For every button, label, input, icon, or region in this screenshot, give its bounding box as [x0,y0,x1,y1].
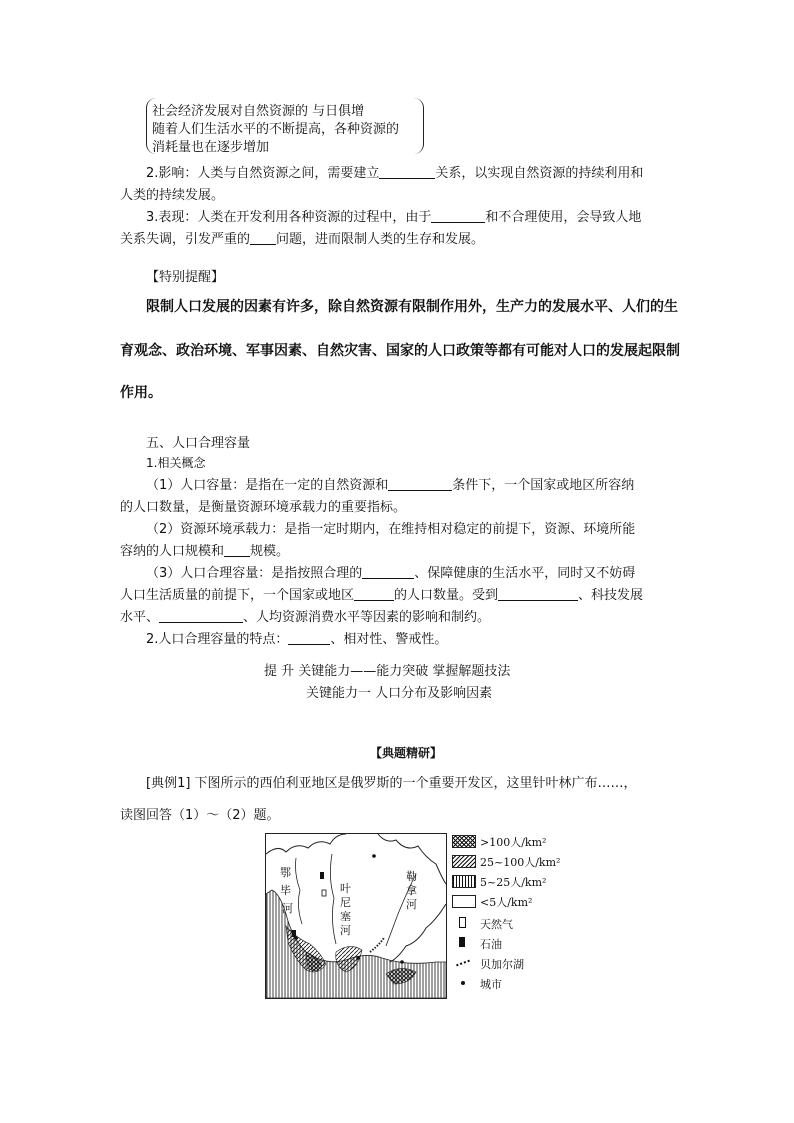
oil-icon [459,937,465,947]
sub2-suffix: 、相对性、警戒性。 [330,632,448,647]
concept2-blank [224,542,250,557]
very-sparse-swatch [452,895,476,908]
influence-prefix: 2.影响：人类与自然资源之间，需要建立 [146,166,380,181]
concept3-line-1 [146,562,635,581]
legend-label-lake: 贝加尔湖 [480,958,524,971]
concept3-line3-suffix: 、人均资源消费水平等因素的影响和制约。 [243,610,491,625]
map-legend [452,834,572,996]
concept3-blank-3 [498,586,578,601]
map-label-ob-3: 河 [282,902,293,915]
concept3-line-3 [120,606,490,625]
concept3-line2-prefix: 人口生活质量的前提下，一个国家或地区 [120,588,355,603]
concept1-prefix: （1）人口容量：是指在一定的自然资源和 [146,478,389,493]
reminder-line-2: 育观念、政治环境、军事因素、自然灾害、国家的人口政策等都有可能对人口的发展起限制 [120,343,680,359]
sparse-swatch [452,875,476,888]
bracket-line-2: 随着人们生活水平的不断提高，各种资源的 [152,122,400,137]
concept3-line3-prefix: 水平、 [120,610,160,625]
influence-line-2: 人类的持续发展。 [120,188,225,203]
map-label-lena-2: 拿 [406,884,417,897]
siberia-map [265,833,447,999]
concept3-prefix: （3）人口合理容量：是指按照合理的 [146,566,363,581]
sub2-prefix: 2.人口合理容量的特点： [146,632,289,647]
manifestation-line-1 [146,206,641,225]
medium-swatch [452,855,476,868]
section5-heading: 五、人口合理容量 [146,436,251,451]
section5-sub1: 1.相关概念 [146,456,206,470]
concept3-blank-1 [362,564,414,579]
section5-sub2 [146,628,447,647]
dense-swatch [452,835,476,848]
legend-label-dense: >100人/km² [480,836,547,849]
map-label-yenisei-1: 叶 [340,882,351,895]
example-line-1: [典例1] 下图所示的西伯利亚地区是俄罗斯的一个重要开发区，这里针叶林广布……， [146,776,637,791]
concept2-line-1: （2）资源环境承载力：是指一定时期内，在维持相对稳定的前提下，资源、环境所能 [146,522,636,537]
concept3-blank-4 [159,608,243,623]
manifestation-line-2 [120,228,484,247]
concept3-blank-2 [354,586,394,601]
concept1-line-1 [146,474,634,493]
sub2-blank [288,630,330,645]
manifestation-middle: 和不合理使用，会导致人地 [485,210,642,225]
concept3-line2-mid: 的人口数量。受到 [394,588,499,603]
manifestation-blank-1 [431,208,485,223]
manifestation-prefix: 3.表现：人类在开发利用各种资源的过程中，由于 [146,210,432,225]
concept2-suffix: 规模。 [250,544,290,559]
map-drawing [266,834,446,998]
example-heading: 【典题精研】 [370,746,443,760]
map-label-lena-1: 勒 [406,870,417,883]
map-label-ob-1: 鄂 [280,866,291,879]
promote-line-2: 关键能力一 人口分布及影响因素 [306,686,493,701]
lake-icon [456,960,470,967]
legend-label-medium: 25~100人/km² [480,856,561,869]
reminder-line-1: 限制人口发展的因素有许多，除自然资源有限制作用外，生产力的发展水平、人们的生 [146,299,678,315]
bracket-line-1: 社会经济发展对自然资源的 与日俱增 [152,104,365,119]
promote-line-1: 提 升 关键能力——能力突破 掌握解题技法 [264,664,511,679]
map-label-lena-3: 河 [406,898,417,911]
map-label-ob-2: 毕 [280,884,291,897]
influence-suffix: 关系，以实现自然资源的持续利用和 [435,166,644,181]
concept2-prefix: 容纳的人口规模和 [120,544,225,559]
map-label-yenisei-2: 尼 [340,896,351,909]
legend-label-sparse: 5~25人/km² [480,876,547,889]
manifestation-line2-prefix: 关系失调，引发严重的 [120,232,251,247]
manifestation-line2-suffix: 问题，进而限制人类的生存和发展。 [276,232,485,247]
reminder-line-3: 作用。 [120,385,162,401]
concept1-line-2: 的人口数量，是衡量资源环境承载力的重要指标。 [120,500,407,515]
legend-label-oil: 石油 [480,938,502,951]
map-label-yenisei-3: 塞 [340,910,351,923]
city-icon [461,981,465,985]
concept3-line2-suffix: 、科技发展 [578,588,644,603]
reminder-heading: 【特别提醒】 [146,270,225,285]
concept3-suffix: 、保障健康的生活水平，同时又不妨碍 [414,566,636,581]
influence-line-1 [146,162,643,181]
influence-blank [379,164,435,179]
bracket-line-3: 消耗量也在逐步增加 [152,140,270,155]
example-line-2: 读图回答（1）～（2）题。 [120,808,280,823]
concept2-line-2 [120,540,289,559]
legend-label-city: 城市 [480,978,502,991]
gas-icon [459,917,466,928]
concept1-blank [388,476,452,491]
manifestation-blank-2 [250,230,276,245]
concept1-suffix: 条件下，一个国家或地区所容纳 [452,478,635,493]
legend-label-gas: 天然气 [480,918,513,931]
legend-label-very-sparse: <5人/km² [480,896,533,909]
map-label-yenisei-4: 河 [340,924,351,937]
concept3-line-2 [120,584,643,603]
